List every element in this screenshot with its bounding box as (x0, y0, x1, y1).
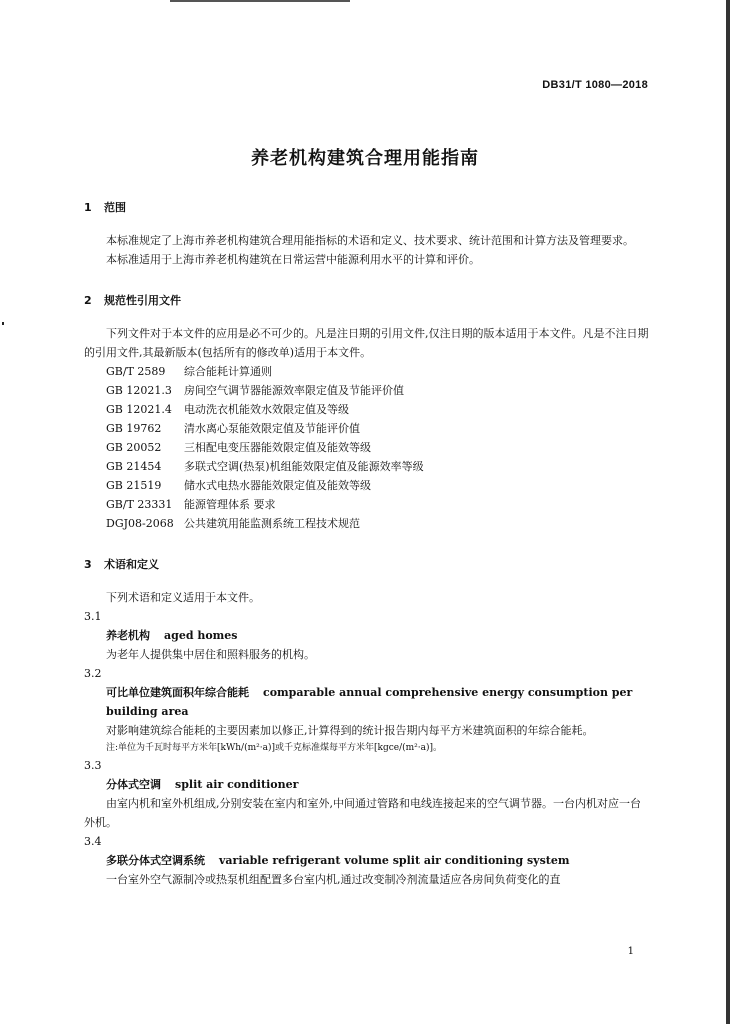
scan-artifact-dot (2, 322, 4, 325)
section-refs (84, 324, 650, 533)
scope-paragraph-2: 本标准适用于上海市养老机构建筑在日常运营中能源利用水平的计算和评价。 (106, 253, 480, 266)
section-number: 1 (84, 201, 92, 214)
terms-intro: 下列术语和定义适用于本文件。 (106, 591, 260, 604)
section-heading-terms (84, 555, 650, 574)
term-zh: 多联分体式空调系统 (106, 854, 205, 867)
document-body (84, 198, 650, 889)
scan-artifact-top (170, 0, 350, 2)
document-title: 养老机构建筑合理用能指南 (251, 148, 479, 169)
reference-code: GB/T 2589 (106, 365, 166, 378)
reference-code: GB 21519 (106, 479, 162, 492)
section-heading-scope (84, 198, 650, 217)
section-number: 3 (84, 558, 92, 571)
term-zh: 分体式空调 (106, 778, 161, 791)
reference-item (106, 419, 650, 438)
term-entry (84, 851, 650, 870)
reference-code: GB 19762 (106, 422, 162, 435)
reference-code: DGJ08-2068 (106, 517, 174, 530)
term-number: 3.4 (84, 835, 102, 848)
reference-name: 多联式空调(热泵)机组能效限定值及能源效率等级 (184, 460, 424, 473)
refs-intro: 下列文件对于本文件的应用是必不可少的。凡是注日期的引用文件,仅注日期的版本适用于本文件。凡是不注日期的引用文件,其最新版本(包括所有的修改单)适用于本文件。 (84, 327, 649, 359)
reference-name: 储水式电热水器能效限定值及能效等级 (184, 479, 371, 492)
reference-name: 电动洗衣机能效水效限定值及等级 (184, 403, 349, 416)
reference-item (106, 495, 650, 514)
term-entry (84, 775, 650, 794)
reference-name: 公共建筑用能监测系统工程技术规范 (184, 517, 360, 530)
scope-paragraph-1: 本标准规定了上海市养老机构建筑合理用能指标的术语和定义、技术要求、统计范围和计算方法及管理要求。 (106, 234, 634, 247)
reference-item (106, 476, 650, 495)
reference-code: GB 12021.3 (106, 384, 172, 397)
term-note: 注:单位为千瓦时每平方米年[kWh/(m²·a)]或千克标准煤每平方米年[kgce/(m²·a)]。 (106, 743, 443, 753)
term-definition: 一台室外空气源制冷或热泵机组配置多台室内机,通过改变制冷剂流量适应各房间负荷变化的直 (106, 873, 561, 886)
reference-name: 能源管理体系 要求 (184, 498, 276, 511)
section-title: 术语和定义 (104, 558, 159, 571)
reference-item (106, 381, 650, 400)
reference-item (106, 438, 650, 457)
section-scope (84, 231, 650, 269)
term-definition: 为老年人提供集中居住和照料服务的机构。 (106, 648, 315, 661)
term-definition: 对影响建筑综合能耗的主要因素加以修正,计算得到的统计报告期内每平方米建筑面积的年综合能耗。 (106, 724, 594, 737)
term-number: 3.3 (84, 759, 102, 772)
reference-name: 综合能耗计算通则 (184, 365, 272, 378)
reference-code: GB 20052 (106, 441, 162, 454)
reference-list (84, 362, 650, 533)
reference-code: GB 12021.4 (106, 403, 172, 416)
term-en: variable refrigerant volume split air conditioning system (219, 854, 570, 867)
document-id: DB31/T 1080—2018 (542, 79, 648, 91)
term-entry (84, 626, 650, 645)
reference-code: GB/T 23331 (106, 498, 173, 511)
term-en: comparable annual comprehensive energy consumption per building area (106, 686, 633, 718)
term-definition: 由室内机和室外机组成,分别安装在室内和室外,中间通过管路和电线连接起来的空气调节器。一台内机对应一台外机。 (84, 797, 641, 829)
section-title: 范围 (104, 201, 126, 214)
section-heading-refs (84, 291, 650, 310)
term-en: aged homes (164, 629, 238, 642)
term-zh: 养老机构 (106, 629, 150, 642)
reference-item (106, 457, 650, 476)
reference-name: 房间空气调节器能源效率限定值及节能评价值 (184, 384, 404, 397)
reference-name: 三相配电变压器能效限定值及能效等级 (184, 441, 371, 454)
section-number: 2 (84, 294, 92, 307)
term-number: 3.1 (84, 610, 102, 623)
reference-item (106, 362, 650, 381)
term-entry (84, 683, 650, 721)
reference-name: 清水离心泵能效限定值及节能评价值 (184, 422, 360, 435)
reference-item (106, 514, 650, 533)
section-title: 规范性引用文件 (104, 294, 181, 307)
reference-item (106, 400, 650, 419)
term-en: split air conditioner (175, 778, 299, 791)
page-number: 1 (627, 946, 634, 957)
term-number: 3.2 (84, 667, 102, 680)
reference-code: GB 21454 (106, 460, 162, 473)
section-terms (84, 588, 650, 889)
term-zh: 可比单位建筑面积年综合能耗 (106, 686, 249, 699)
